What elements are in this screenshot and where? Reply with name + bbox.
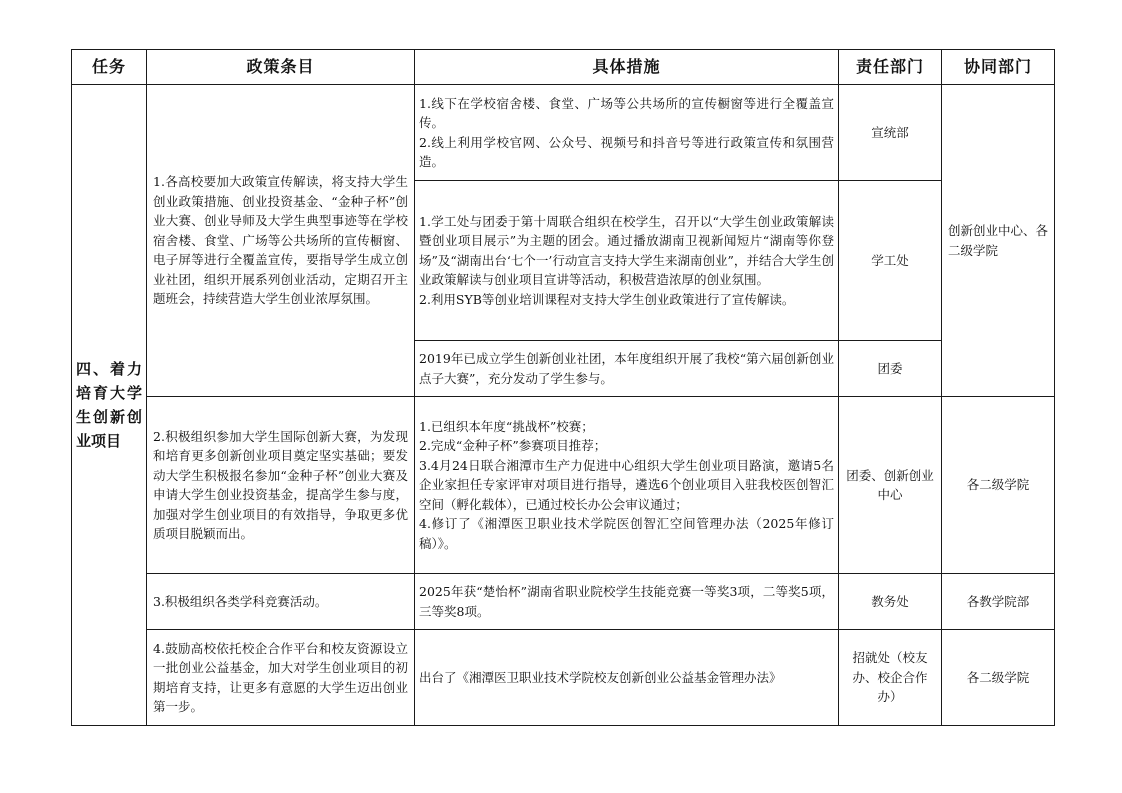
- measures-cell: [415, 574, 839, 630]
- responsible-dept: 教务处: [839, 574, 942, 630]
- table-row: [72, 630, 1055, 726]
- measure-line: 1.学工处与团委于第十周联合组织在校学生，召开以“大学生创业政策解读暨创业项目展示”为主题的团会。通过播放湖南卫视新闻短片“湖南等你登场”及“湖南出台‘七个一’行动宣言支持大学生来湖南创业”，并结合大学生创业政策解读与创业项目宣讲等活动，积极营造浓厚的创业氛围。: [419, 213, 834, 288]
- policy-item-2: 2.积极组织参加大学生国际创新大赛，为发现和培育更多创新创业项目奠定坚实基础；要发动大学生积极报名参加“金种子杯”创业大赛及申请大学生创业投资基金，提高学生参与度，加强对学生创业项目的有效指导，争取更多优质项目脱颖而出。: [147, 397, 415, 574]
- table-row: [72, 85, 1055, 181]
- responsible-dept: 团委: [839, 341, 942, 397]
- measure-line: 2025年获“楚怡杯”湖南省职业院校学生技能竞赛一等奖3项，二等奖5项，三等奖8项。: [419, 584, 834, 619]
- cooperating-dept: 各二级学院: [942, 630, 1055, 726]
- measures-cell: [415, 341, 839, 397]
- measure-line: 1.线下在学校宿舍楼、食堂、广场等公共场所的宣传橱窗等进行全覆盖宣传。: [419, 95, 834, 130]
- policy-item-4: 4.鼓励高校依托校企合作平台和校友资源设立一批创业公益基金，加大对学生创业项目的初期培育支持，让更多有意愿的大学生迈出创业第一步。: [147, 630, 415, 726]
- responsible-dept: 学工处: [839, 181, 942, 341]
- measure-line: 4.修订了《湘潭医卫职业技术学院医创智汇空间管理办法（2025年修订稿）》。: [419, 516, 834, 551]
- header-measures: 具体措施: [415, 50, 839, 85]
- header-row: [72, 50, 1055, 85]
- policy-item-3: 3.积极组织各类学科竞赛活动。: [147, 574, 415, 630]
- table-row: [72, 397, 1055, 574]
- responsible-dept: 团委、创新创业中心: [839, 397, 942, 574]
- task-cell: 四、着力培育大学生创新创业项目: [72, 85, 147, 726]
- header-task: 任务: [72, 50, 147, 85]
- measures-cell: [415, 630, 839, 726]
- responsible-dept: 宣统部: [839, 85, 942, 181]
- measures-cell: [415, 181, 839, 341]
- header-responsible: 责任部门: [839, 50, 942, 85]
- measures-cell: [415, 85, 839, 181]
- header-cooperating: 协同部门: [942, 50, 1055, 85]
- cooperating-dept: 创新创业中心、各二级学院: [942, 85, 1055, 397]
- measures-cell: [415, 397, 839, 574]
- cooperating-dept: 各二级学院: [942, 397, 1055, 574]
- measure-line: 2.完成“金种子杯”参赛项目推荐；: [419, 438, 607, 454]
- policy-table: [71, 49, 1055, 726]
- header-policy: 政策条目: [147, 50, 415, 85]
- measure-line: 3.4月24日联合湘潭市生产力促进中心组织大学生创业项目路演，邀请5名企业家担任专家评审对项目进行指导，遴选6个创业项目入驻我校医创智汇空间（孵化载体），已通过校长办公会审议通过；: [419, 457, 834, 512]
- measure-line: 出台了《湘潭医卫职业技术学院校友创新创业公益基金管理办法》: [419, 669, 782, 685]
- cooperating-dept: 各教学院部: [942, 574, 1055, 630]
- measure-line: 2.线上利用学校官网、公众号、视频号和抖音号等进行政策宣传和氛围营造。: [419, 134, 834, 169]
- policy-item-1: 1.各高校要加大政策宣传解读，将支持大学生创业政策措施、创业投资基金、“金种子杯”创业大赛、创业导师及大学生典型事迹等在学校宿舍楼、食堂、广场等公共场所的宣传橱窗、电子屏等进行全覆盖宣传，要指导学生成立创业社团，组织开展系列创业活动，定期召开主题班会，持续营造大学生创业浓厚氛围。: [147, 85, 415, 397]
- measure-line: 2019年已成立学生创新创业社团，本年度组织开展了我校“第六届创新创业点子大赛”，充分发动了学生参与。: [419, 351, 834, 386]
- table-row: [72, 574, 1055, 630]
- responsible-dept: 招就处（校友办、校企合作办）: [839, 630, 942, 726]
- measure-line: 2.利用SYB等创业培训课程对支持大学生创业政策进行了宣传解读。: [419, 291, 795, 307]
- measure-line: 1.已组织本年度“挑战杯”校赛；: [419, 418, 594, 434]
